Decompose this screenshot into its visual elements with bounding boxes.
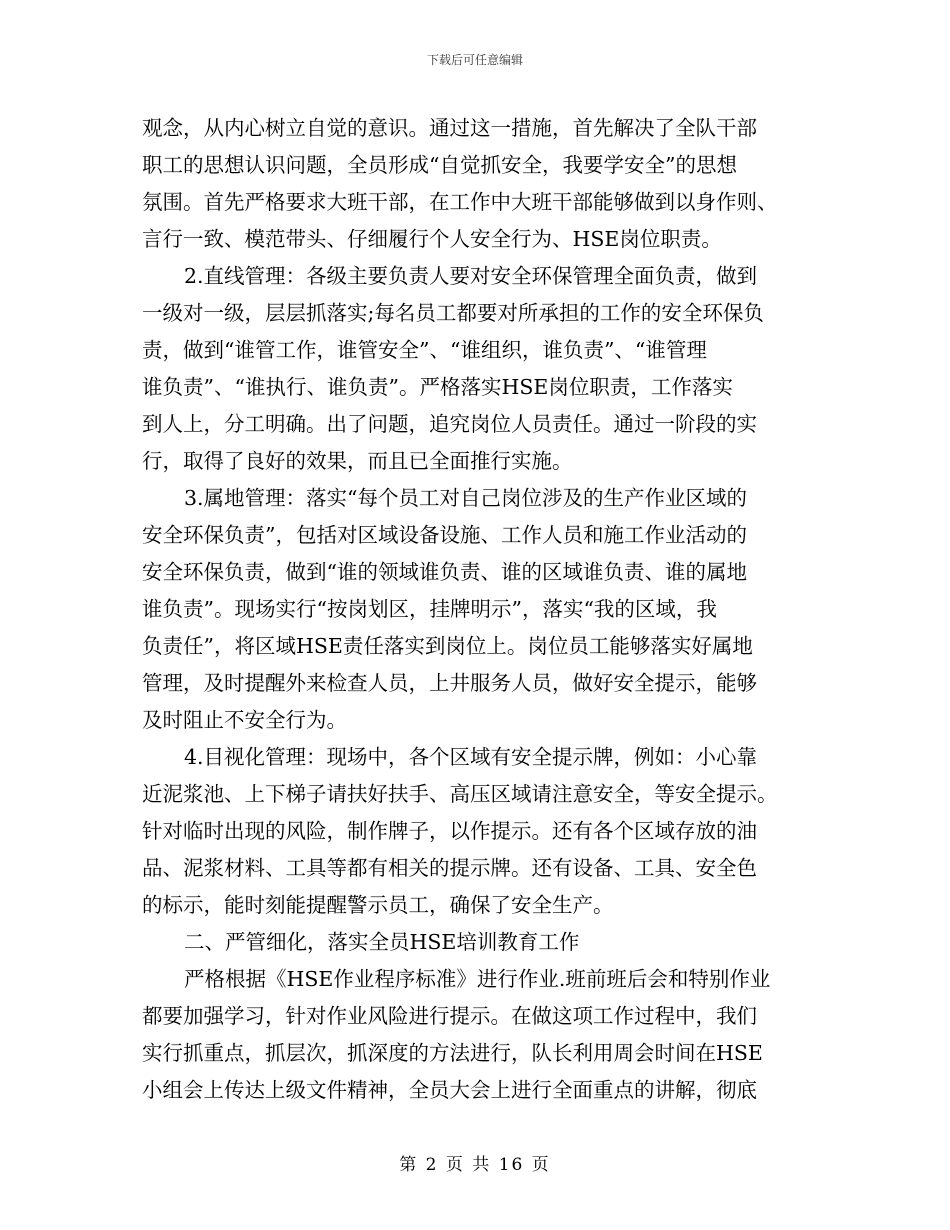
text-line: 谁负责”、“谁执行、谁负责”。严格落实HSE岗位职责，工作落实 [142, 375, 733, 399]
text-line: 谁负责”。现场实行“按岗划区，挂牌明示”，落实“我的区域，我 [142, 597, 717, 621]
text-line: 一级对一级，层层抓落实;每名员工都要对所承担的工作的安全环保负 [142, 301, 764, 325]
text-line: 观念，从内心树立自觉的意识。通过这一措施，首先解决了全队干部 [142, 116, 757, 140]
page-number: 第 2 页 共 16 页 [399, 1155, 551, 1175]
text-line: 责，做到“谁管工作，谁管安全”、“谁组织，谁负责”、“谁管理 [142, 338, 707, 362]
text-line: 小组会上传达上级文件精神，全员大会上进行全面重点的讲解，彻底 [142, 1078, 757, 1102]
text-line: 负责任”，将区域HSE责任落实到岗位上。岗位员工能够落实好属地 [142, 634, 753, 658]
document-body [142, 110, 812, 1109]
text-line: 严格根据《HSE作业程序标准》进行作业.班前班后会和特别作业 [184, 967, 771, 991]
page-header-note: 下载后可任意编辑 [426, 53, 523, 67]
text-line: 行，取得了良好的效果，而且已全面推行实施。 [142, 449, 573, 473]
text-line: 氛围。首先严格要求大班干部，在工作中大班干部能够做到以身作则、 [142, 190, 778, 214]
text-line: 安全环保负责，做到“谁的领域谁负责、谁的区域谁负责、谁的属地 [142, 560, 747, 584]
text-line: 4.目视化管理：现场中，各个区域有安全提示牌，例如：小心靠 [184, 745, 758, 769]
text-line: 3.属地管理：落实“每个员工对自己岗位涉及的生产作业区域的 [184, 486, 748, 510]
text-line: 2.直线管理：各级主要负责人要对安全环保管理全面负责，做到 [184, 264, 758, 288]
text-line: 及时阻止不安全行为。 [142, 708, 347, 732]
text-line: 近泥浆池、上下梯子请扶好扶手、高压区域请注意安全，等安全提示。 [142, 782, 778, 806]
text-line: 品、泥浆材料、工具等都有相关的提示牌。还有设备、工具、安全色 [142, 856, 757, 880]
text-line: 二、严管细化，落实全员HSE培训教育工作 [184, 930, 580, 954]
text-line: 职工的思想认识问题，全员形成“自觉抓安全，我要学安全”的思想 [142, 153, 737, 177]
text-line: 言行一致、模范带头、仔细履行个人安全行为、HSE岗位职责。 [142, 227, 722, 251]
text-line: 到人上，分工明确。出了问题，追究岗位人员责任。通过一阶段的实 [142, 412, 757, 436]
text-line: 针对临时出现的风险，制作牌子，以作提示。还有各个区域存放的油 [142, 819, 757, 843]
text-line: 的标示，能时刻能提醒警示员工，确保了安全生产。 [142, 893, 614, 917]
text-line: 管理，及时提醒外来检查人员，上井服务人员，做好安全提示，能够 [142, 671, 757, 695]
text-line: 都要加强学习，针对作业风险进行提示。在做这项工作过程中，我们 [142, 1004, 757, 1028]
text-line: 实行抓重点，抓层次，抓深度的方法进行，队长利用周会时间在HSE [142, 1041, 763, 1065]
text-line: 安全环保负责”，包括对区域设备设施、工作人员和施工作业活动的 [142, 523, 747, 547]
